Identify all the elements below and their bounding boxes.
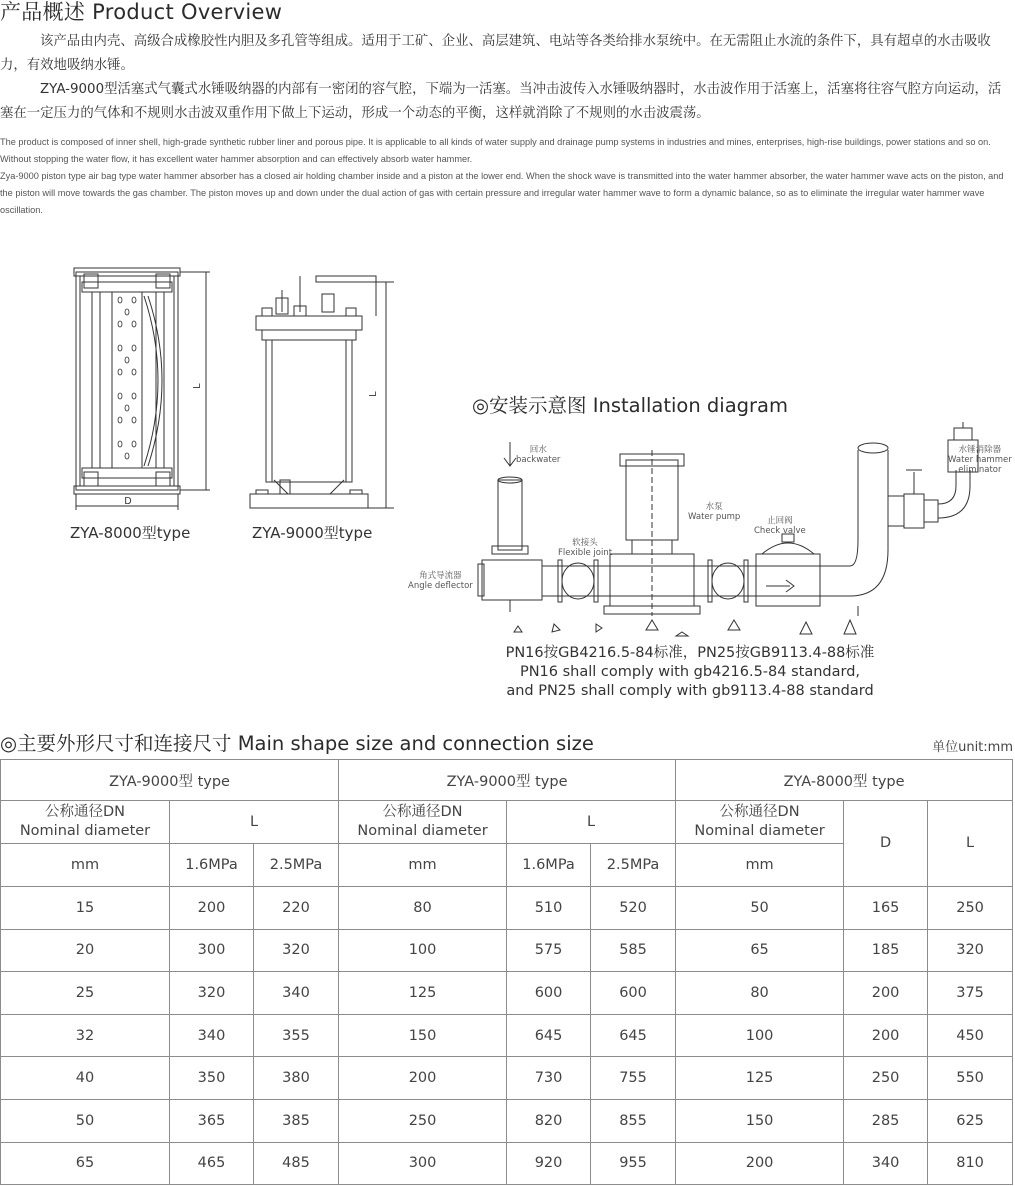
table-cell: 65 <box>676 929 844 972</box>
pressure-header: 2.5MPa <box>591 844 676 887</box>
zya8000-drawing <box>60 262 220 514</box>
zya8000-caption: ZYA-8000型type <box>70 524 191 542</box>
table-cell: 165 <box>844 887 928 930</box>
table-row <box>1 972 1013 1015</box>
overview-english-text <box>0 134 1013 219</box>
table-cell: 810 <box>928 1142 1013 1185</box>
table-cell: 200 <box>844 972 928 1015</box>
installation-title: ◎安装示意图 Installation diagram <box>472 394 788 417</box>
group-header: ZYA-8000型 type <box>676 760 1013 801</box>
table-cell: 80 <box>676 972 844 1015</box>
length-header: L <box>170 801 339 844</box>
table-cell: 250 <box>844 1057 928 1100</box>
table-cell: 150 <box>339 1014 507 1057</box>
mm-header: mm <box>1 844 170 887</box>
table-cell: 200 <box>170 887 254 930</box>
table-cell: 350 <box>170 1057 254 1100</box>
pressure-header: 1.6MPa <box>507 844 591 887</box>
table-cell: 600 <box>507 972 591 1015</box>
table-cell: 185 <box>844 929 928 972</box>
label-check-valve: 止回阀 Check valve <box>754 516 806 536</box>
table-cell: 465 <box>170 1142 254 1185</box>
pressure-header: 2.5MPa <box>254 844 339 887</box>
table-row <box>1 1099 1013 1142</box>
cn-paragraph-1: 该产品由内壳、高级合成橡胶性内胆及多孔管等组成。适用于工矿、企业、高层建筑、电站等各类给排水泵统中。在无需阻止水流的条件下，具有超卓的水击吸收力，有效地吸纳水锤。 <box>0 34 991 73</box>
standard-line-1: PN16按GB4216.5-84标准，PN25按GB9113.4-88标准 <box>505 645 875 661</box>
table-cell: 200 <box>676 1142 844 1185</box>
table-cell: 920 <box>507 1142 591 1185</box>
table-row <box>1 1142 1013 1185</box>
table-cell: 285 <box>844 1099 928 1142</box>
table-cell: 955 <box>591 1142 676 1185</box>
dimension-table-title: ◎主要外形尺寸和连接尺寸 Main shape size and connection size <box>0 732 594 755</box>
table-cell: 150 <box>676 1099 844 1142</box>
table-cell: 450 <box>928 1014 1013 1057</box>
standard-line-3: and PN25 shall comply with gb9113.4-88 standard <box>506 683 874 699</box>
mm-header: mm <box>676 844 844 887</box>
table-cell: 80 <box>339 887 507 930</box>
table-row <box>1 929 1013 972</box>
table-cell: 355 <box>254 1014 339 1057</box>
table-cell: 25 <box>1 972 170 1015</box>
table-cell: 380 <box>254 1057 339 1100</box>
table-cell: 300 <box>339 1142 507 1185</box>
cn-paragraph-2: ZYA-9000型活塞式气囊式水锤吸纳器的内部有一密闭的容气腔，下端为一活塞。当冲击波传入水锤吸纳器时，水击波作用于活塞上，活塞将往容气腔方向运动，活塞在一定压力的气体和不规则水击波双重作用下做上下运动，形成一个动态的平衡，这样就消除了不规则的水击波震荡。 <box>0 82 1002 121</box>
standard-line-2: PN16 shall comply with gb4216.5-84 standard, <box>519 664 861 680</box>
table-cell: 575 <box>507 929 591 972</box>
table-cell: 510 <box>507 887 591 930</box>
nominal-diameter-header: 公称通径DN Nominal diameter <box>1 801 170 844</box>
zya9000-drawing <box>236 268 396 516</box>
table-cell: 100 <box>676 1014 844 1057</box>
table-cell: 820 <box>507 1099 591 1142</box>
mm-header: mm <box>339 844 507 887</box>
table-cell: 125 <box>339 972 507 1015</box>
table-cell: 340 <box>254 972 339 1015</box>
nominal-diameter-header: 公称通径DN Nominal diameter <box>676 801 844 844</box>
label-water-hammer-eliminator: 水锤消除器 Water hammer eliminator <box>948 445 1012 475</box>
group-header: ZYA-9000型 type <box>339 760 676 801</box>
zya8000-dim-D: D <box>124 496 132 507</box>
table-cell: 520 <box>591 887 676 930</box>
overview-title: 产品概述 Product Overview <box>0 0 283 24</box>
table-cell: 645 <box>507 1014 591 1057</box>
table-cell: 20 <box>1 929 170 972</box>
zya9000-caption: ZYA-9000型type <box>252 524 373 542</box>
table-cell: 625 <box>928 1099 1013 1142</box>
table-cell: 220 <box>254 887 339 930</box>
table-cell: 645 <box>591 1014 676 1057</box>
table-cell: 320 <box>928 929 1013 972</box>
zya8000-dim-L: L <box>192 383 203 389</box>
group-header: ZYA-9000型 type <box>1 760 339 801</box>
label-angle-deflector: 角式导流器 Angle deflector <box>408 571 473 591</box>
table-cell: 320 <box>254 929 339 972</box>
table-cell: 50 <box>676 887 844 930</box>
table-cell: 200 <box>844 1014 928 1057</box>
nominal-diameter-header: 公称通径DN Nominal diameter <box>339 801 507 844</box>
table-cell: 300 <box>170 929 254 972</box>
table-cell: 250 <box>928 887 1013 930</box>
table-cell: 100 <box>339 929 507 972</box>
en-paragraph-1: The product is composed of inner shell, high-grade synthetic rubber liner and porous pipe. It is applicable to all kinds of water supply and drainage pump systems in industries and mines, enterprises, high-rise buildings, power stations and so on. Without stopping the water flow, it has excellent water hammer absorption and can effectively absorb water hammer. <box>0 137 991 164</box>
table-cell: 125 <box>676 1057 844 1100</box>
table-subheader-row <box>1 801 1013 844</box>
table-cell: 65 <box>1 1142 170 1185</box>
table-cell: 50 <box>1 1099 170 1142</box>
table-cell: 585 <box>591 929 676 972</box>
table-cell: 375 <box>928 972 1013 1015</box>
table-row <box>1 887 1013 930</box>
label-backwater: 回水 backwater <box>516 445 561 465</box>
table-group-header-row <box>1 760 1013 801</box>
table-body <box>1 887 1013 1185</box>
table-cell: 730 <box>507 1057 591 1100</box>
table-cell: 320 <box>170 972 254 1015</box>
zya9000-dim-L: L <box>368 391 379 397</box>
table-cell: 755 <box>591 1057 676 1100</box>
length-header: L <box>507 801 676 844</box>
table-cell: 15 <box>1 887 170 930</box>
table-cell: 485 <box>254 1142 339 1185</box>
table-row <box>1 1057 1013 1100</box>
table-cell: 200 <box>339 1057 507 1100</box>
table-cell: 340 <box>170 1014 254 1057</box>
table-cell: 600 <box>591 972 676 1015</box>
diameter-header: D <box>844 801 928 887</box>
length-header: L <box>928 801 1013 887</box>
label-flexible-joint: 软接头 Flexible joint <box>558 538 613 558</box>
unit-label: 单位unit:mm <box>932 740 1013 755</box>
table-cell: 365 <box>170 1099 254 1142</box>
overview-chinese-text <box>0 30 1013 126</box>
installation-standards <box>420 644 960 701</box>
label-water-pump: 水泵 Water pump <box>688 502 741 522</box>
table-cell: 32 <box>1 1014 170 1057</box>
table-cell: 340 <box>844 1142 928 1185</box>
table-cell: 855 <box>591 1099 676 1142</box>
dimension-table <box>0 759 1013 1185</box>
table-cell: 250 <box>339 1099 507 1142</box>
table-cell: 550 <box>928 1057 1013 1100</box>
table-cell: 40 <box>1 1057 170 1100</box>
pressure-header: 1.6MPa <box>170 844 254 887</box>
table-cell: 385 <box>254 1099 339 1142</box>
table-row <box>1 1014 1013 1057</box>
en-paragraph-2: Zya-9000 piston type air bag type water hammer absorber has a closed air holding chamber inside and a piston at the lower end. When the shock wave is transmitted into the water hammer absorber, the water hammer wave acts on the piston, and the piston will move towards the gas chamber. The piston moves up and down under the dual action of gas with certain pressure and irregular water hammer wave to form a dynamic balance, so as to eliminate the irregular water hammer wave oscillation. <box>0 171 1004 215</box>
